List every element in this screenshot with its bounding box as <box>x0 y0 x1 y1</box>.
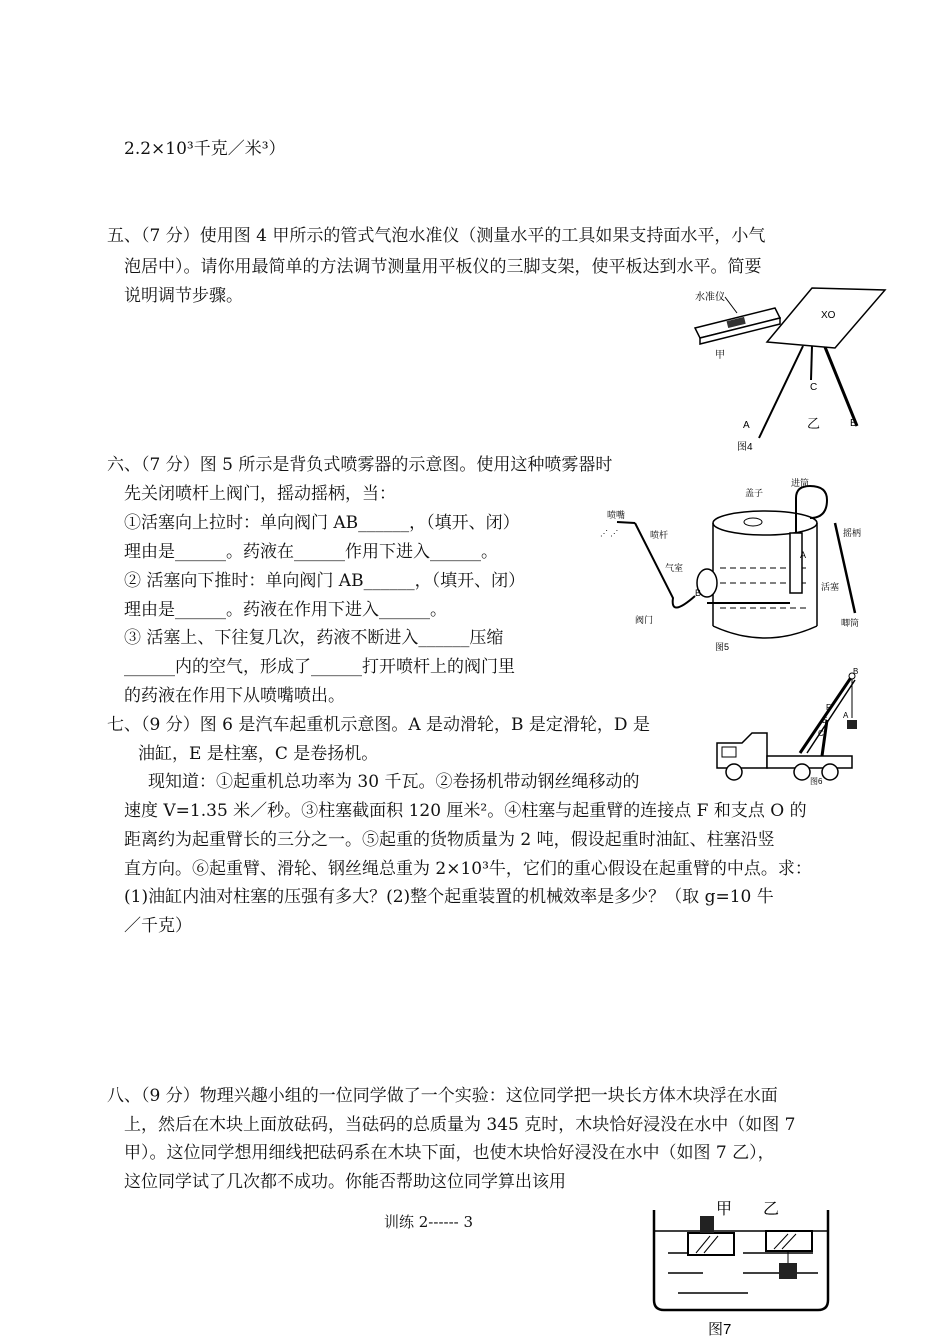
page-footer: 训练 2------ 3 <box>384 1213 474 1231</box>
fig4-label-b: B <box>850 418 857 429</box>
fig4-label-jia: 甲 <box>715 350 725 361</box>
pipe-label: 进筒 <box>791 478 810 488</box>
q8-line-4: 这位同学试了几次都不成功。你能否帮助这位同学算出该用 <box>124 1172 566 1192</box>
q6-line-3: ①活塞向上拉时：单向阀门 AB______，（填开、闭） <box>124 513 520 533</box>
q7-line-7: (1)油缸内油对柱塞的压强有多大？(2)整个起重装置的机械效率是多少？（取 g=10 牛 <box>124 887 774 907</box>
q7-line-1: 七、（9 分）图 6 是汽车起重机示意图。A 是动滑轮，B 是定滑轮，D 是 <box>107 715 650 735</box>
q6-line-4: 理由是______。药液在______作用下进入______。 <box>124 542 498 562</box>
fig6-label-b: B <box>853 668 859 676</box>
q7-line-5: 距离约为起重臂长的三分之一。⑤起重的货物质量为 2 吨，假设起重时油缸、柱塞沿竖 <box>124 830 775 850</box>
fig6-label-f: F <box>826 703 831 712</box>
figure-4 <box>685 280 890 455</box>
fig6-label-c: C <box>818 729 824 738</box>
q6-line-2: 先关闭喷杆上阀门，摇动摇柄，当： <box>124 484 396 504</box>
piston-label: 活塞 <box>821 582 840 592</box>
q8-line-2: 上，然后在木块上面放砝码，当砝码的总质量为 345 克时，木块恰好浸没在水中（如图 7 <box>124 1115 796 1135</box>
figure-7 <box>648 1198 838 1338</box>
q6-line-7: ③ 活塞上、下往复几次，药液不断进入______压缩 <box>124 628 504 648</box>
fig6-label-a: A <box>843 711 849 720</box>
q6-line-5: ② 活塞向下推时：单向阀门 AB______，（填开、闭） <box>124 571 526 591</box>
fig5-caption: 图5 <box>715 642 730 652</box>
q7-line-6: 直方向。⑥起重臂、滑轮、钢丝绳总重为 2×10³牛，它们的重心假设在起重臂的中点。求： <box>124 859 812 879</box>
figure-5 <box>595 478 870 658</box>
nozzle-label: 喷嘴 <box>607 510 626 520</box>
q8-line-1: 八、（9 分）物理兴趣小组的一位同学做了一个实验：这位同学把一块长方体木块浮在水面 <box>107 1086 778 1106</box>
handle-label: 摇柄 <box>843 528 862 538</box>
tube-label: 水准仪 <box>695 292 725 303</box>
fig7-caption: 图7 <box>708 1321 732 1338</box>
q5-line-2: 泡居中）。请你用最简单的方法调节测量用平板仪的三脚支架，使平板达到水平。简要 <box>124 257 762 277</box>
spray-marks: ⋰ ⋰ <box>600 529 619 538</box>
plate-label: XO <box>821 310 836 321</box>
rod-label: 喷杆 <box>650 530 669 540</box>
fig7-label-jia: 甲 <box>716 1201 733 1218</box>
fig7-label-yi: 乙 <box>763 1201 780 1218</box>
q6-line-9: 的药液在作用下从喷嘴喷出。 <box>124 686 345 706</box>
cylinder-label: 唧筒 <box>841 618 860 628</box>
fig6-caption: 图6 <box>810 777 823 786</box>
chamber-label: 气室 <box>665 563 684 573</box>
q6-line-6: 理由是______。药液在作用下进入______。 <box>124 600 447 620</box>
q7-line-3: 现知道：①起重机总功率为 30 千瓦。②卷扬机带动钢丝绳移动的 <box>148 772 640 792</box>
cover-label: 盖子 <box>745 488 764 498</box>
q5-line-1: 五、（7 分）使用图 4 甲所示的管式气泡水准仪（测量水平的工具如果支持面水平，小气 <box>107 226 766 246</box>
q5-line-3: 说明调节步骤。 <box>124 286 243 306</box>
fig5-label-a: A <box>800 550 807 560</box>
intro-line: 2.2×10³千克／米³） <box>124 139 286 159</box>
q7-line-4: 速度 V=1.35 米／秒。③柱塞截面积 120 厘米²。④柱塞与起重臂的连接点 F 和支点 O 的 <box>124 801 807 821</box>
valve-label: 阀门 <box>635 615 654 625</box>
q6-line-8: ______内的空气，形成了______打开喷杆上的阀门里 <box>124 657 515 677</box>
fig4-label-c: C <box>810 382 818 393</box>
q7-line-8: ／千克） <box>124 916 192 936</box>
q8-line-3: 甲）。这位同学想用细线把砝码系在木块下面，也使木块恰好浸没在水中（如图 7 乙）， <box>124 1143 775 1163</box>
fig6-label-e: E <box>822 716 828 725</box>
q6-line-1: 六、（7 分）图 5 所示是背负式喷雾器的示意图。使用这种喷雾器时 <box>107 455 613 475</box>
fig4-label-yi: 乙 <box>807 416 821 431</box>
fig4-caption: 图4 <box>737 442 753 453</box>
fig4-label-a: A <box>743 420 750 431</box>
figure-6 <box>712 668 862 786</box>
fig5-label-b: B <box>695 588 702 598</box>
q7-line-2: 油缸，E 是柱塞，C 是卷扬机。 <box>138 744 379 764</box>
